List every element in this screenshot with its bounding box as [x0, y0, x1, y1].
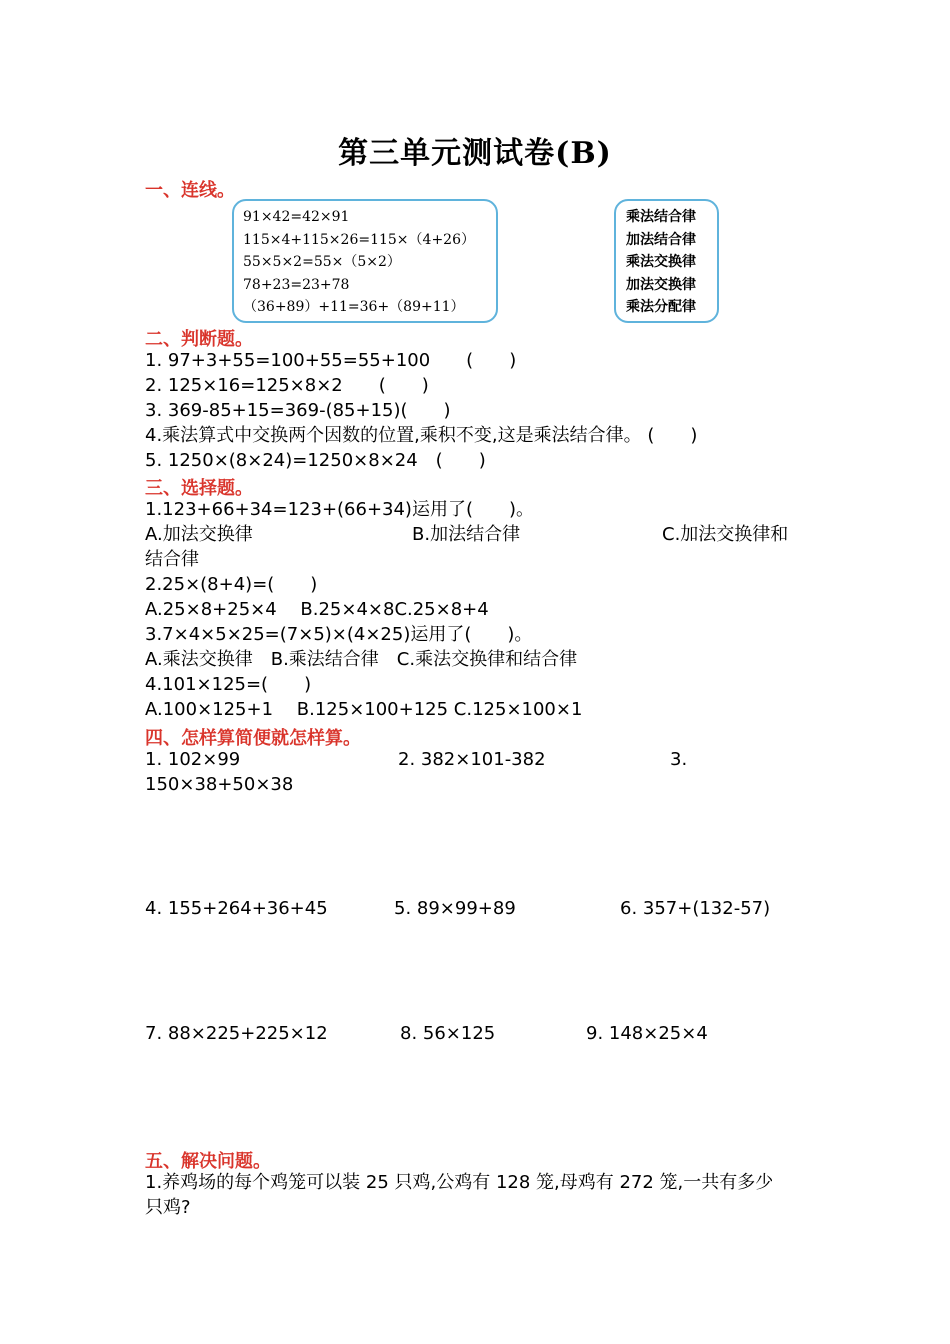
calc-problem-8: 8. 56×125 [400, 1023, 496, 1044]
word-problem-1-line-2: 只鸡? [145, 1197, 191, 1218]
law-item: 乘法分配律 [626, 299, 696, 315]
choice-3-options: A.乘法交换律 B.乘法结合律 C.乘法交换律和结合律 [145, 649, 578, 670]
judge-item-5: 5. 1250×(8×24)=1250×8×24 ( ) [145, 450, 486, 471]
equation-item: 55×5×2=55×（5×2） [243, 254, 401, 270]
equation-item: （36+89）+11=36+（89+11） [243, 299, 465, 315]
calc-problem-4: 4. 155+264+36+45 [145, 898, 328, 919]
choice-4-options: A.100×125+1 B.125×100+125 C.125×100×1 [145, 699, 583, 720]
equation-item: 91×42=42×91 [243, 209, 350, 225]
choice-1-option-a: A.加法交换律 [145, 524, 253, 545]
equation-item: 78+23=23+78 [243, 276, 350, 293]
section-5-heading: 五、解决问题。 [145, 1151, 271, 1172]
section-2-heading: 二、判断题。 [145, 329, 253, 350]
choice-1-option-c: C.加法交换律和 [662, 524, 789, 545]
choice-2-options: A.25×8+25×4 B.25×4×8C.25×8+4 [145, 599, 489, 620]
equations-box [232, 199, 498, 323]
calc-problem-9: 9. 148×25×4 [586, 1023, 708, 1044]
word-problem-1-line-1: 1.养鸡场的每个鸡笼可以装 25 只鸡,公鸡有 128 笼,母鸡有 272 笼,一共有多少 [145, 1172, 774, 1193]
judge-item-1: 1. 97+3+55=100+55=55+100 ( ) [145, 350, 517, 371]
calc-problem-7: 7. 88×225+225×12 [145, 1023, 328, 1044]
calc-problem-2: 2. 382×101-382 [398, 749, 546, 770]
law-item: 乘法结合律 [626, 209, 696, 225]
law-item: 乘法交换律 [626, 254, 696, 270]
calc-problem-6: 6. 357+(132-57) [620, 898, 771, 919]
choice-1-option-b: B.加法结合律 [412, 524, 521, 545]
choice-question-1: 1.123+66+34=123+(66+34)运用了( )。 [145, 499, 535, 520]
laws-box [614, 199, 719, 323]
calc-problem-5: 5. 89×99+89 [394, 898, 516, 919]
judge-item-3: 3. 369-85+15=369-(85+15)( ) [145, 400, 451, 421]
judge-item-2: 2. 125×16=125×8×2 ( ) [145, 375, 429, 396]
judge-item-4: 4.乘法算式中交换两个因数的位置,乘积不变,这是乘法结合律。 ( ) [145, 425, 698, 446]
choice-question-3: 3.7×4×5×25=(7×5)×(4×25)运用了( )。 [145, 624, 533, 645]
choice-1-option-c-cont: 结合律 [145, 549, 199, 570]
section-4-heading: 四、怎样算简便就怎样算。 [145, 728, 361, 749]
section-1-heading: 一、连线。 [145, 180, 235, 201]
calc-problem-1: 1. 102×99 [145, 749, 241, 770]
choice-question-4: 4.101×125=( ) [145, 674, 312, 695]
calc-problem-3-cont: 150×38+50×38 [145, 774, 294, 795]
section-3-heading: 三、选择题。 [145, 478, 253, 499]
law-item: 加法结合律 [626, 231, 696, 248]
choice-question-2: 2.25×(8+4)=( ) [145, 574, 318, 595]
page-title: 第三单元测试卷(B) [338, 136, 612, 171]
equation-item: 115×4+115×26=115×（4+26） [243, 231, 475, 248]
law-item: 加法交换律 [626, 276, 696, 293]
calc-problem-3: 3. [670, 749, 688, 770]
